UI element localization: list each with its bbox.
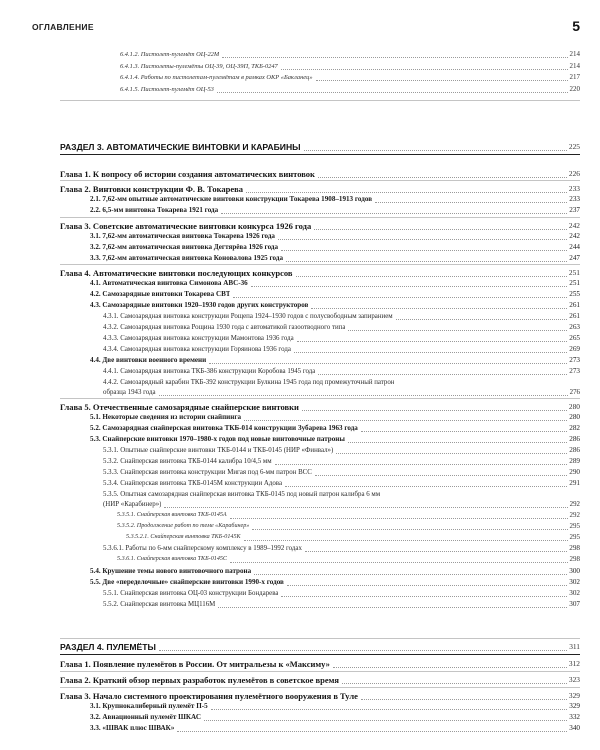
section-divider (60, 100, 580, 101)
dot-leader (318, 177, 567, 178)
toc-entry (90, 252, 580, 264)
page-header (32, 18, 580, 38)
dot-leader (318, 374, 567, 375)
toc-entry-page: 280 (569, 413, 580, 421)
toc-entry-page: 244 (569, 243, 580, 251)
toc-chapter-entry (60, 167, 580, 180)
toc-entry-title: 4.3.1. Самозарядная винтовка конструкции Рощепа 1924–1930 годов с полусвободным запиранием (103, 313, 393, 320)
toc-entry-title: 3.3. 7,62-мм автоматическая винтовка Коновалова 1925 года (90, 254, 283, 262)
dot-leader (159, 650, 567, 651)
dot-leader (177, 731, 567, 732)
toc-entry-title: 4.3. Самозарядные винтовки 1920–1930 годов других конструкторов (90, 301, 309, 309)
toc-entry-page: 251 (568, 268, 580, 277)
dot-leader (218, 607, 567, 608)
toc-entry-title: 5.3.5.1. Снайперская винтовка ТКБ-0145А (117, 512, 227, 518)
dot-leader (305, 551, 567, 552)
dot-leader (251, 286, 568, 287)
dot-leader (286, 261, 567, 262)
toc-entry-page: 226 (568, 169, 580, 178)
section-divider (60, 398, 580, 399)
toc-entry-page: 273 (569, 356, 580, 364)
toc-entry-title: 4.2. Самозарядные винтовки Токарева СВТ (90, 290, 231, 298)
toc-entry-page: 225 (568, 142, 580, 151)
dot-leader (304, 150, 567, 151)
toc-entry-page: 311 (569, 642, 580, 651)
toc-entry-title: образца 1943 года (103, 389, 156, 396)
toc-entry-page: 273 (569, 367, 580, 375)
dot-leader (281, 250, 567, 251)
toc-entry-title: 4.4.2. Самозарядный карабин ТКБ-392 конструкции Булкина 1945 года под промежуточный патрон (103, 379, 395, 386)
dot-leader (233, 297, 567, 298)
toc-entry-title: 5.2. Самозарядная снайперская винтовка ТКБ-014 конструкции Зубарева 1963 года (90, 424, 358, 432)
dot-leader (244, 420, 567, 421)
toc-entry-title: 6.4.1.5. Пистолет-пулемёт ОЦ-53 (120, 86, 214, 93)
toc-entry-page: 329 (569, 702, 580, 710)
page-number: 5 (572, 18, 580, 34)
toc-entry-page: 242 (568, 221, 580, 230)
dot-leader (333, 667, 567, 668)
toc-entry-page: 261 (569, 301, 580, 309)
dot-leader (217, 92, 568, 93)
toc-entry-page: 214 (569, 62, 580, 70)
toc-entry-page: 307 (569, 600, 580, 608)
toc-entry-page: 329 (568, 691, 580, 700)
toc-entry-page: 292 (569, 511, 580, 519)
toc-entry-page: 302 (569, 589, 580, 597)
toc-entry-page: 214 (569, 50, 580, 58)
toc-entry-title: 6.4.1.2. Пистолет-пулемёт ОЦ-22М (120, 51, 220, 58)
toc-entry-title: 5.3.1. Опытные снайперские винтовки ТКБ-0144 и ТКБ-0145 (НИР «Финвал») (103, 447, 334, 454)
toc-entry-page: 220 (569, 85, 580, 93)
toc-entry-title: 5.3.6.1. Снайперская винтовка ТКБ-0145С (117, 556, 227, 562)
toc-entry-page: 302 (569, 578, 580, 586)
toc-entry-page: 332 (569, 713, 580, 721)
part-divider (60, 154, 580, 155)
toc-entry-title: 5.5.2. Снайперская винтовка МЦ116М (103, 601, 216, 608)
toc-entry-page: 269 (569, 345, 580, 353)
toc-entry-title: Глава 4. Автоматические винтовки последующих конкурсов (60, 268, 293, 278)
toc-entry (117, 553, 580, 565)
dot-leader (396, 319, 568, 320)
toc-entry (90, 722, 580, 734)
dot-leader (281, 69, 568, 70)
toc-entry-page: 286 (569, 446, 580, 454)
toc-entry-title: Глава 1. К вопросу об истории создания автоматических винтовок (60, 169, 315, 179)
toc-entry-page: 312 (568, 659, 580, 668)
dot-leader (348, 330, 567, 331)
dot-leader (222, 57, 567, 58)
toc-entry-page: 251 (569, 279, 580, 287)
section-divider (60, 638, 580, 639)
toc-entry-title: 3.1. Крупнокалиберный пулемёт П-5 (90, 702, 208, 710)
dot-leader (336, 453, 567, 454)
dot-leader (278, 239, 567, 240)
toc-entry-title: 6.4.1.3. Пистолеты-пулемёты ОЦ-39, ОЦ-39П, ТКБ-0247 (120, 63, 278, 70)
toc-entry-page: 298 (569, 555, 580, 563)
toc-entry-title: 5.5.1. Снайперская винтовка ОЦ-03 конструкции Бондарева (103, 590, 279, 597)
toc-entry-page: 255 (569, 290, 580, 298)
toc-entry-page: 282 (569, 424, 580, 432)
toc-entry-title: Глава 2. Краткий обзор первых разработок пулемётов в советское время (60, 675, 340, 685)
toc-entry-title: 4.1. Автоматическая винтовка Симонова АВС-36 (90, 279, 248, 287)
toc-entry-title: 3.1. 7,62-мм автоматическая винтовка Токарева 1926 года (90, 232, 275, 240)
toc-entry-title: 5.3. Снайперские винтовки 1970–1980-х годов под новые винтовочные патроны (90, 435, 345, 443)
toc-entry-page: 261 (569, 312, 580, 320)
dot-leader (287, 585, 567, 586)
section-divider (60, 264, 580, 265)
dot-leader (361, 431, 567, 432)
toc-entry-title: 5.3.5.2.1. Снайперская винтовка ТКБ-0145К (126, 534, 241, 540)
toc-entry-title: 4.4. Две винтовки военного времени (90, 356, 207, 364)
dot-leader (281, 596, 567, 597)
toc-entry-title: 4.3.4. Самозарядная винтовка конструкции Горяинова 1936 года (103, 346, 291, 353)
dot-leader (204, 720, 567, 721)
toc-entry-title: 2.1. 7,62-мм опытные автоматические винтовки конструкции Токарева 1908–1913 годов (90, 195, 373, 203)
running-title: ОГЛАВЛЕНИЕ (32, 22, 94, 32)
dot-leader (211, 709, 568, 710)
toc-entry-title: Глава 3. Советские автоматические винтовки конкурса 1926 года (60, 221, 312, 231)
toc-entry-page: 233 (568, 184, 580, 193)
dot-leader (285, 486, 567, 487)
toc-entry-page: 290 (569, 468, 580, 476)
toc-entry-page: 289 (569, 457, 580, 465)
toc-entry-page: 280 (568, 402, 580, 411)
dot-leader (252, 529, 567, 530)
toc-entry-title: 6.4.1.4. Работы по пистолетам-пулемётам в рамках ОКР «Бакланец» (120, 74, 313, 81)
dot-leader (221, 213, 567, 214)
toc-entry (120, 83, 580, 95)
toc-entry-page: 237 (569, 206, 580, 214)
toc-chapter-entry (60, 657, 580, 670)
toc-entry-page: 276 (569, 389, 580, 396)
toc-entry-title: Глава 3. Начало системного проектирования пулемётного вооружения в Туле (60, 691, 358, 701)
toc-entry-title: 5.3.5.2. Продолжение работ по теме «Карабинер» (117, 523, 250, 529)
toc-entry-page: 340 (569, 724, 580, 732)
toc-entry-page: 217 (569, 73, 580, 81)
dot-leader (297, 341, 568, 342)
toc-entry-page: 323 (568, 675, 580, 684)
toc-entry-page: 300 (569, 567, 580, 575)
section-divider (60, 180, 580, 181)
toc-entry-title: 4.3.2. Самозарядная винтовка Рощина 1930 года с автоматикой газоотводного типа (103, 324, 346, 331)
toc-entry-page: 263 (569, 323, 580, 331)
dot-leader (342, 683, 567, 684)
dot-leader (230, 562, 568, 563)
toc-entry (103, 386, 580, 398)
dot-leader (209, 363, 567, 364)
toc-entry-title: 5.3.3. Снайперская винтовка конструкции Мигая под 6-мм патрон ВСС (103, 469, 312, 476)
toc-entry (90, 204, 580, 216)
toc-entry (120, 48, 580, 60)
toc-entry-title: 5.4. Крушение темы нового винтовочного патрона (90, 567, 252, 575)
toc-entry-title: 2.2. 6,5-мм винтовка Токарева 1921 года (90, 206, 219, 214)
toc-entry-title: Глава 2. Винтовки конструкции Ф. В. Токарева (60, 184, 243, 194)
toc-entry-title: Глава 1. Появление пулемётов в России. От митральезы к «Максиму» (60, 659, 330, 669)
toc-entry-title: 3.3. «ШВАК плюс ШВАК» (90, 724, 175, 732)
dot-leader (375, 202, 567, 203)
toc-entry-title: 5.3.4. Снайперская винтовка ТКБ-0145М конструкции Адова (103, 480, 283, 487)
toc-entry-page: 265 (569, 334, 580, 342)
toc-entry-page: 242 (569, 232, 580, 240)
toc-entry-title: 4.4.1. Самозарядная винтовка ТКБ-386 конструкции Коробова 1945 года (103, 368, 316, 375)
toc-entry-title: 3.2. 7,62-мм автоматическая винтовка Дегтярёва 1926 года (90, 243, 279, 251)
toc-part-entry (60, 140, 580, 153)
toc-entry-title: (НИР «Карабинер») (103, 501, 162, 508)
dot-leader (254, 574, 567, 575)
toc-entry-page: 247 (569, 254, 580, 262)
dot-leader (159, 395, 568, 396)
toc-entry-title: РАЗДЕЛ 3. АВТОМАТИЧЕСКИЕ ВИНТОВКИ И КАРАБИНЫ (60, 142, 301, 152)
toc-entry-page: 292 (569, 501, 580, 508)
section-divider (60, 687, 580, 688)
section-divider (60, 671, 580, 672)
toc-entry-page: 233 (569, 195, 580, 203)
toc-entry-title: Глава 5. Отечественные самозарядные снайперские винтовки (60, 402, 299, 412)
dot-leader (275, 464, 568, 465)
toc-entry-title: 5.3.6.1. Работы по 6-мм снайперскому комплексу в 1989–1992 годах (103, 545, 302, 552)
dot-leader (348, 442, 567, 443)
dot-leader (311, 308, 567, 309)
dot-leader (294, 352, 567, 353)
toc-entry-page: 286 (569, 435, 580, 443)
toc-chapter-entry (60, 673, 580, 686)
toc-entry-title: 4.3.3. Самозарядная винтовка конструкции Мамонтова 1936 года (103, 335, 294, 342)
toc-entry-title: РАЗДЕЛ 4. ПУЛЕМЁТЫ (60, 642, 156, 652)
toc-part-entry (60, 640, 580, 653)
toc-entry-title: 5.1. Некоторые сведения из истории снайпинга (90, 413, 242, 421)
toc-entry (103, 598, 580, 610)
toc-entry-title: 5.5. Две «переделочные» снайперские винтовки 1990-х годов (90, 578, 284, 586)
toc-entry-page: 295 (569, 522, 580, 530)
toc-entry-page: 295 (569, 533, 580, 541)
part-divider (60, 654, 580, 655)
toc-entry-title: 5.3.2. Снайперская винтовка ТКБ-0144 калибра 10/4,5 мм (103, 458, 272, 465)
toc-entry (120, 71, 580, 83)
dot-leader (244, 540, 568, 541)
dot-leader (230, 518, 568, 519)
section-divider (60, 217, 580, 218)
dot-leader (164, 507, 567, 508)
dot-leader (316, 80, 568, 81)
toc-entry-page: 298 (569, 544, 580, 552)
toc-entry-title: 5.3.5. Опытная самозарядная снайперская винтовка ТКБ-0145 под новый патрон калибра 6 мм (103, 491, 381, 498)
dot-leader (315, 475, 567, 476)
toc-entry-title: 3.2. Авиационный пулемёт ШКАС (90, 713, 201, 721)
toc-entry-page: 291 (569, 479, 580, 487)
